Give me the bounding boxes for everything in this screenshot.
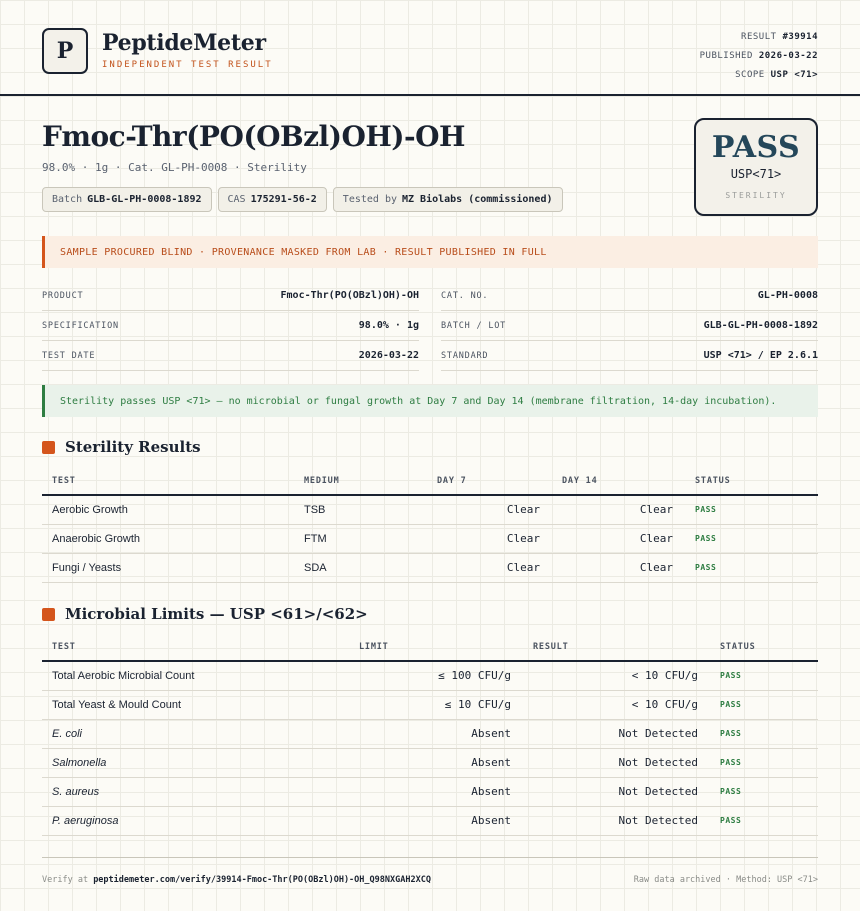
sterility-table bbox=[42, 467, 818, 583]
pass-stamp bbox=[694, 118, 818, 216]
stamp-category: STERILITY bbox=[725, 191, 787, 200]
cell-result: Not Detected bbox=[523, 777, 710, 806]
sterility-section-heading bbox=[42, 438, 201, 456]
table-row bbox=[42, 553, 818, 582]
microbial-section-heading bbox=[42, 605, 368, 623]
meta-result: RESULT #39914 bbox=[741, 32, 818, 42]
col-header-day14: DAY 14 bbox=[552, 467, 685, 495]
cell-result: Not Detected bbox=[523, 748, 710, 777]
cell-test: P. aeruginosa bbox=[42, 806, 349, 835]
cell-test: E. coli bbox=[42, 719, 349, 748]
table-row bbox=[42, 748, 818, 777]
procurement-notice: SAMPLE PROCURED BLIND · PROVENANCE MASKED FROM LAB · RESULT PUBLISHED IN FULL bbox=[42, 236, 818, 268]
info-standard: STANDARD USP <71> / EP 2.6.1 bbox=[441, 341, 818, 371]
status-badge: PASS bbox=[685, 524, 818, 553]
product-chips bbox=[42, 187, 563, 212]
col-header-test: TEST bbox=[42, 633, 349, 661]
status-badge: PASS bbox=[685, 553, 818, 582]
table-header-row bbox=[42, 633, 818, 661]
cell-limit: Absent bbox=[349, 777, 523, 806]
status-badge: PASS bbox=[710, 719, 818, 748]
cell-result: Not Detected bbox=[523, 806, 710, 835]
cell-result: < 10 CFU/g bbox=[523, 661, 710, 690]
status-badge: PASS bbox=[710, 690, 818, 719]
table-row bbox=[42, 777, 818, 806]
stamp-standard: USP<71> bbox=[730, 167, 782, 181]
status-badge: PASS bbox=[710, 806, 818, 835]
table-row bbox=[42, 661, 818, 690]
product-subtitle: 98.0% · 1g · Cat. GL-PH-0008 · Sterility bbox=[42, 161, 307, 174]
cell-test: Salmonella bbox=[42, 748, 349, 777]
meta-scope: SCOPE USP <71> bbox=[735, 70, 818, 80]
report-header bbox=[0, 0, 860, 96]
info-grid bbox=[42, 281, 818, 371]
info-cat-no: CAT. NO. GL-PH-0008 bbox=[441, 281, 818, 311]
microbial-title: Microbial Limits — USP <61>/<62> bbox=[65, 605, 368, 623]
brand-name: PeptideMeter bbox=[102, 30, 266, 56]
status-badge: PASS bbox=[685, 495, 818, 524]
report-meta bbox=[700, 28, 818, 85]
col-header-day7: DAY 7 bbox=[427, 467, 552, 495]
table-row bbox=[42, 495, 818, 524]
section-marker-icon bbox=[42, 608, 55, 621]
cell-medium: SDA bbox=[294, 553, 427, 582]
brand-tagline: INDEPENDENT TEST RESULT bbox=[102, 60, 273, 70]
cell-day14: Clear bbox=[552, 495, 685, 524]
cell-limit: ≤ 10 CFU/g bbox=[349, 690, 523, 719]
cell-day14: Clear bbox=[552, 553, 685, 582]
section-marker-icon bbox=[42, 441, 55, 454]
info-row bbox=[42, 341, 818, 371]
verify-link[interactable]: peptidemeter.com/verify/39914-Fmoc-Thr(PO(OBzl)OH)-OH_Q98NXGAH2XCQ bbox=[93, 875, 431, 885]
cell-limit: ≤ 100 CFU/g bbox=[349, 661, 523, 690]
info-product: PRODUCT Fmoc-Thr(PO(OBzl)OH)-OH bbox=[42, 281, 419, 311]
col-header-limit: LIMIT bbox=[349, 633, 523, 661]
verify-line: Verify at peptidemeter.com/verify/39914-Fmoc-Thr(PO(OBzl)OH)-OH_Q98NXGAH2XCQ bbox=[42, 875, 431, 885]
status-badge: PASS bbox=[710, 661, 818, 690]
table-row bbox=[42, 690, 818, 719]
cell-medium: FTM bbox=[294, 524, 427, 553]
col-header-result: RESULT bbox=[523, 633, 710, 661]
col-header-status: STATUS bbox=[710, 633, 818, 661]
cell-day14: Clear bbox=[552, 524, 685, 553]
cell-limit: Absent bbox=[349, 748, 523, 777]
microbial-limits-table bbox=[42, 633, 818, 836]
info-batch-lot: BATCH / LOT GLB-GL-PH-0008-1892 bbox=[441, 311, 818, 341]
info-test-date: TEST DATE 2026-03-22 bbox=[42, 341, 419, 371]
cell-test: Anaerobic Growth bbox=[42, 524, 294, 553]
status-badge: PASS bbox=[710, 748, 818, 777]
col-header-test: TEST bbox=[42, 467, 294, 495]
cell-test: Total Aerobic Microbial Count bbox=[42, 661, 349, 690]
report-footer bbox=[42, 857, 818, 885]
cell-test: Aerobic Growth bbox=[42, 495, 294, 524]
cell-day7: Clear bbox=[427, 495, 552, 524]
meta-published: PUBLISHED 2026-03-22 bbox=[699, 51, 818, 61]
sterility-title: Sterility Results bbox=[65, 438, 201, 456]
cell-limit: Absent bbox=[349, 719, 523, 748]
cell-result: < 10 CFU/g bbox=[523, 690, 710, 719]
cell-limit: Absent bbox=[349, 806, 523, 835]
cas-chip: CAS 175291-56-2 bbox=[218, 187, 327, 212]
status-badge: PASS bbox=[710, 777, 818, 806]
cell-medium: TSB bbox=[294, 495, 427, 524]
cell-day7: Clear bbox=[427, 524, 552, 553]
tested-by-chip: Tested by MZ Biolabs (commissioned) bbox=[333, 187, 563, 212]
table-header-row bbox=[42, 467, 818, 495]
batch-chip: Batch GLB-GL-PH-0008-1892 bbox=[42, 187, 212, 212]
cell-test: Fungi / Yeasts bbox=[42, 553, 294, 582]
cell-result: Not Detected bbox=[523, 719, 710, 748]
col-header-status: STATUS bbox=[685, 467, 818, 495]
cell-day7: Clear bbox=[427, 553, 552, 582]
product-title: Fmoc-Thr(PO(OBzl)OH)-OH bbox=[42, 120, 466, 153]
stamp-verdict: PASS bbox=[711, 130, 801, 165]
info-row bbox=[42, 311, 818, 341]
cell-test: Total Yeast & Mould Count bbox=[42, 690, 349, 719]
table-row bbox=[42, 524, 818, 553]
verdict-banner: Sterility passes USP <71> — no microbial or fungal growth at Day 7 and Day 14 (membrane filtration, 14-day incubation). bbox=[42, 385, 818, 417]
col-header-medium: MEDIUM bbox=[294, 467, 427, 495]
logo-letter: P bbox=[56, 38, 74, 64]
cell-test: S. aureus bbox=[42, 777, 349, 806]
footer-method: Raw data archived · Method: USP <71> bbox=[633, 875, 818, 885]
table-row bbox=[42, 719, 818, 748]
brand-logo bbox=[42, 28, 88, 74]
info-row bbox=[42, 281, 818, 311]
table-row bbox=[42, 806, 818, 835]
info-specification: SPECIFICATION 98.0% · 1g bbox=[42, 311, 419, 341]
